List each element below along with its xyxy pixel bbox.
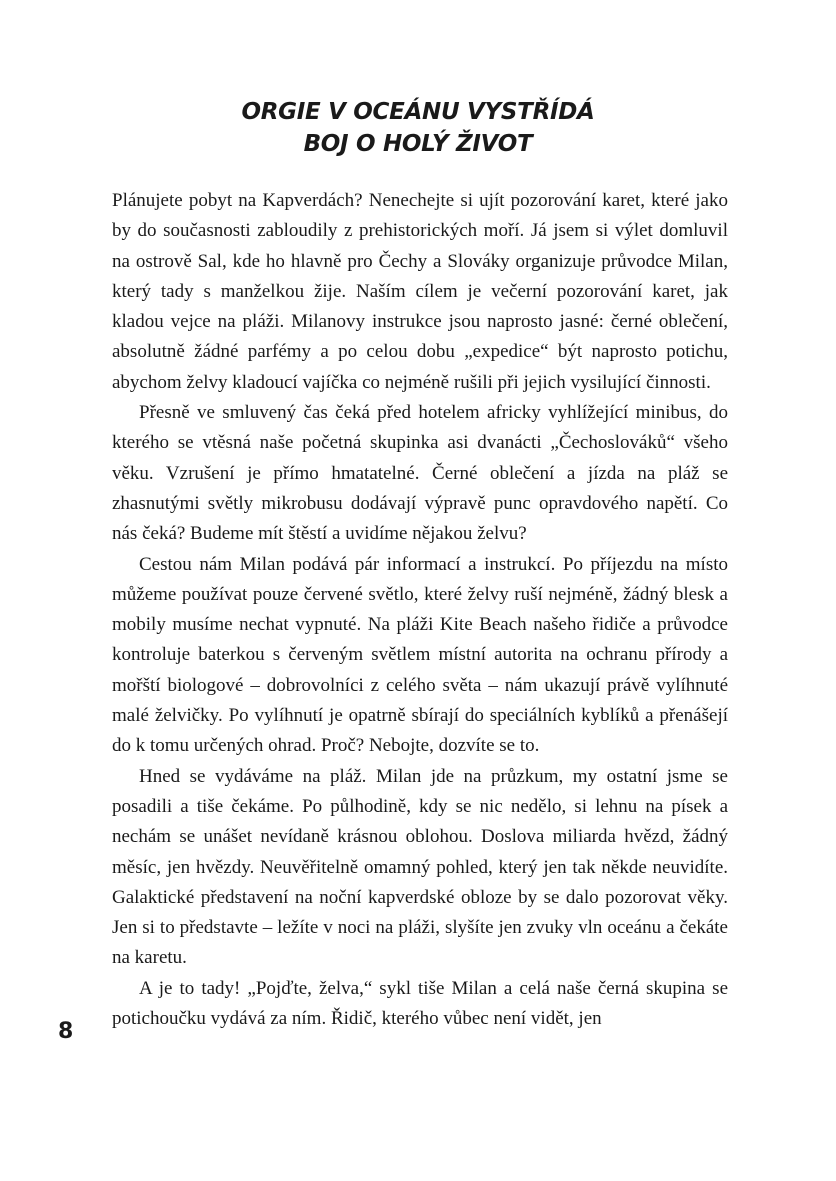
- chapter-title-line-1: ORGIE V OCEÁNU VYSTŘÍDÁ: [241, 99, 595, 125]
- paragraph-4: Hned se vydáváme na pláž. Milan jde na průzkum, my ostatní jsme se posadili a tiše čekáme. Po půlhodině, kdy se nic nedělo, si lehnu na písek a nechám se unášet nevídaně krásnou oblohou. Doslova miliarda hvězd, žádný měsíc, jen hvězdy. Neuvěřitelně omamný pohled, který jen tak někde neuvidíte. Galaktické představení na noční kapverdské obloze by se dalo pozorovat věky. Jen si to představte – ležíte v noci na pláži, slyšíte jen zvuky vln oceánu a čekáte na karetu.: [112, 765, 728, 969]
- page-number: 8: [58, 1019, 74, 1044]
- chapter-title: [0, 96, 836, 160]
- paragraph-1: Plánujete pobyt na Kapverdách? Nenechejte si ujít pozorování karet, které jako by do současnosti zabloudily z prehistorických moří. Já jsem si výlet domluvil na ostrově Sal, kde ho hlavně pro Čechy a Slováky organizuje průvodce Milan, který tady s manželkou žije. Naším cílem je večerní pozorování karet, jak kladou vejce na pláži. Milanovy instrukce jsou naprosto jasné: černé oblečení, absolutně žádné parfémy a po celou dobu „expedice“ být naprosto potichu, abychom želvy kladoucí vajíčka co nejméně rušili při jejich vysilující činnosti.: [112, 190, 728, 393]
- paragraph-5: A je to tady! „Pojďte, želva,“ sykl tiše Milan a celá naše černá skupina se potichoučku vydává za ním. Řidič, kterého vůbec není vidět, jen: [112, 977, 728, 1030]
- article-body: [112, 186, 728, 1034]
- paragraph-2: Přesně ve smluvený čas čeká před hotelem africky vyhlížející minibus, do kterého se vtěsná naše početná skupinka asi dvanácti „Čechoslováků“ všeho věku. Vzrušení je přímo hmatatelné. Černé oblečení a jízda na pláž se zhasnutými světly mikrobusu dodávají výpravě punc opravdového napětí. Co nás čeká? Budeme mít štěstí a uvidíme nějakou želvu?: [112, 402, 728, 545]
- chapter-title-line-2: BOJ O HOLÝ ŽIVOT: [303, 131, 533, 157]
- paragraph-3: Cestou nám Milan podává pár informací a instrukcí. Po příjezdu na místo můžeme používat pouze červené světlo, které želvy ruší nejméně, žádný blesk a mobily musíme nechat vypnuté. Na pláži Kite Beach našeho řidiče a průvodce kontroluje baterkou s červeným světlem místní autorita na ochranu přírody a mořští biologové – dobrovolníci z celého světa – nám ukazují právě vylíhnuté malé želvičky. Po vylíhnutí je opatrně sbírají do speciálních kyblíků a přenášejí do k tomu určených ohrad. Proč? Nebojte, dozvíte se to.: [112, 553, 728, 757]
